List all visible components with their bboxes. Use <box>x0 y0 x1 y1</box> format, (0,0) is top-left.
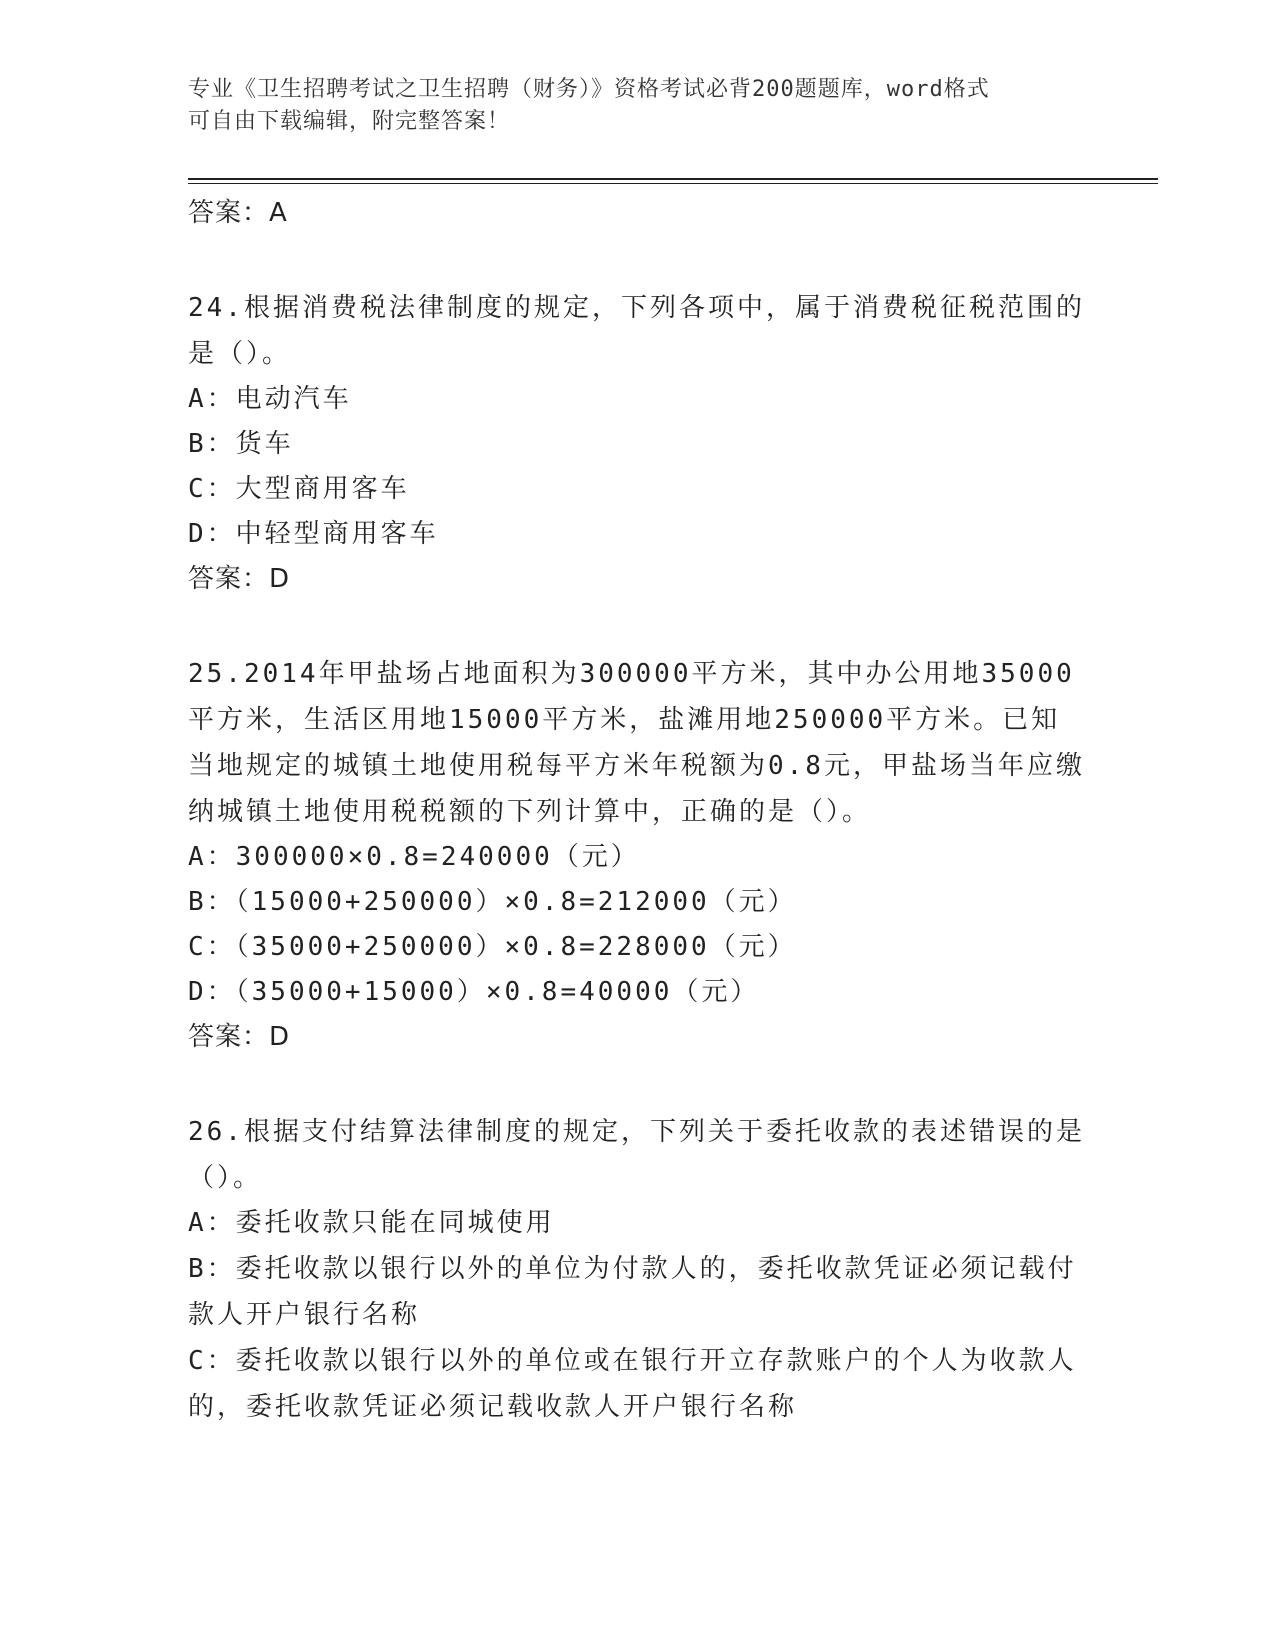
question-list <box>188 191 1088 1430</box>
option-c: C：大型商用客车 <box>188 474 410 504</box>
header-line-2: 可自由下载编辑，附完整答案！ <box>188 109 511 134</box>
question-item <box>188 285 1088 601</box>
option-c: C：委托收款以银行以外的单位或在银行开立存款账户的个人为收款人的，委托收款凭证必须记载收款人开户银行名称 <box>188 1346 1077 1422</box>
question-stem: 26.根据支付结算法律制度的规定，下列关于委托收款的表述错误的是（）。 <box>188 1117 1085 1193</box>
option-a: A：300000×0.8=240000（元） <box>188 842 640 872</box>
option-b: B：货车 <box>188 429 294 459</box>
header-divider-thick <box>188 178 1158 180</box>
option-b: B：（15000+250000）×0.8=212000（元） <box>188 887 797 917</box>
document-header <box>188 74 1068 138</box>
question-item <box>188 651 1088 1059</box>
answer-label: 答案：A <box>188 198 288 228</box>
option-a: A：委托收款只能在同城使用 <box>188 1208 555 1238</box>
question-item <box>188 1109 1088 1430</box>
option-b: B：委托收款以银行以外的单位为付款人的，委托收款凭证必须记载付款人开户银行名称 <box>188 1254 1077 1330</box>
question-stem: 24.根据消费税法律制度的规定，下列各项中，属于消费税征税范围的是（）。 <box>188 293 1085 369</box>
option-a: A：电动汽车 <box>188 384 352 414</box>
header-divider-thin <box>188 183 1158 184</box>
option-c: C：（35000+250000）×0.8=228000（元） <box>188 932 797 962</box>
header-line-1: 专业《卫生招聘考试之卫生招聘（财务）》资格考试必背200题题库，word格式 <box>188 77 990 102</box>
option-d: D：中轻型商用客车 <box>188 519 439 549</box>
answer-label: 答案：D <box>188 564 291 594</box>
answer-label: 答案：D <box>188 1022 291 1052</box>
question-stem: 25.2014年甲盐场占地面积为300000平方米，其中办公用地35000平方米，生活区用地15000平方米，盐滩用地250000平方米。已知当地规定的城镇土地使用税每平方米年税额为0.8元，甲盐场当年应缴纳城镇土地使用税税额的下列计算中，正确的是（）。 <box>188 659 1085 827</box>
option-d: D：（35000+15000）×0.8=40000（元） <box>188 977 760 1007</box>
